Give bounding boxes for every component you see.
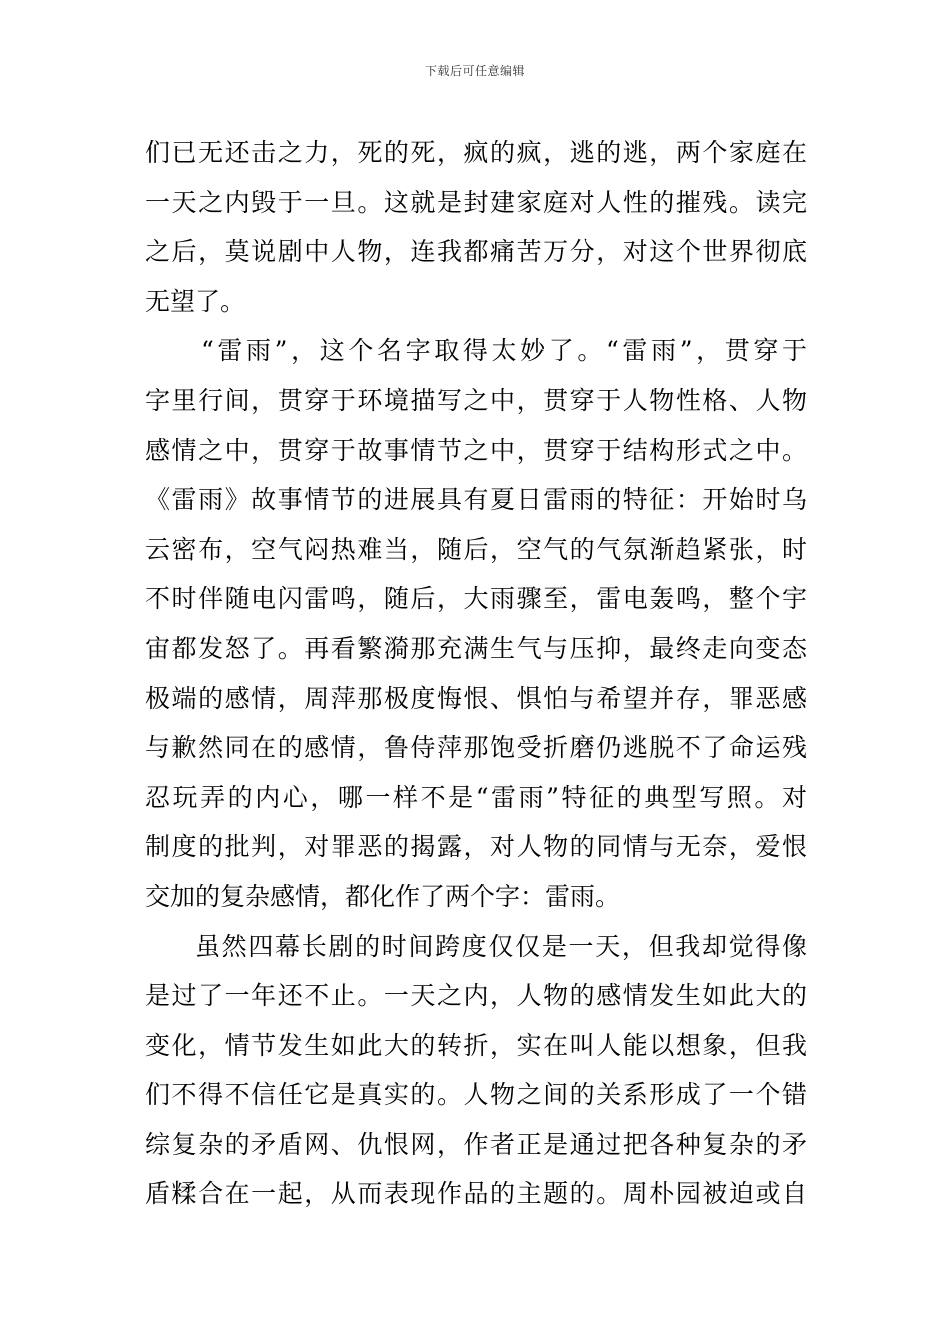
text-line: 制度的批判，对罪恶的揭露，对人物的同情与无奈，爱恨 xyxy=(145,832,807,862)
text-line: 综复杂的矛盾网、仇恨网，作者正是通过把各种复杂的矛 xyxy=(145,1129,807,1159)
text-line: 不时伴随电闪雷鸣，随后，大雨骤至，雷电轰鸣，整个宇 xyxy=(145,584,807,614)
text-line: 字里行间，贯穿于环境描写之中，贯穿于人物性格、人物 xyxy=(145,385,807,415)
text-line: 《雷雨》故事情节的进展具有夏日雷雨的特征：开始时乌 xyxy=(145,485,807,515)
text-line: 一天之内毁于一旦。这就是封建家庭对人性的摧残。读完 xyxy=(145,187,807,217)
text-line: 们不得不信任它是真实的。人物之间的关系形成了一个错 xyxy=(145,1080,807,1110)
text-line: 与歉然同在的感情，鲁侍萍那饱受折磨仍逃脱不了命运残 xyxy=(145,733,807,763)
text-line: 交加的复杂感情，都化作了两个字：雷雨。 xyxy=(145,881,621,911)
text-line: 宙都发怒了。再看繁漪那充满生气与压抑，最终走向变态 xyxy=(145,633,807,663)
text-line: 忍玩弄的内心，哪一样不是“雷雨”特征的典型写照。对 xyxy=(145,782,807,812)
text-line: 云密布，空气闷热难当，随后，空气的气氛渐趋紧张，时 xyxy=(145,534,807,564)
text-line: 们已无还击之力，死的死，疯的疯，逃的逃，两个家庭在 xyxy=(145,138,807,167)
text-line: 变化，情节发生如此大的转折，实在叫人能以想象，但我 xyxy=(145,1030,807,1060)
text-line: 是过了一年还不止。一天之内，人物的感情发生如此大的 xyxy=(145,981,807,1011)
text-line: “雷雨”，这个名字取得太妙了。“雷雨”，贯穿于 xyxy=(201,336,807,366)
text-line: 虽然四幕长剧的时间跨度仅仅是一天，但我却觉得像 xyxy=(195,931,807,961)
page-header: 下载后可任意编辑 xyxy=(424,64,525,78)
text-line: 无望了。 xyxy=(145,286,246,316)
text-line: 感情之中，贯穿于故事情节之中，贯穿于结构形式之中。 xyxy=(145,435,807,465)
text-line: 盾糅合在一起，从而表现作品的主题的。周朴园被迫或自 xyxy=(145,1179,807,1209)
text-line: 之后，莫说剧中人物，连我都痛苦万分，对这个世界彻底 xyxy=(145,237,807,267)
document-body xyxy=(145,128,807,1219)
text-line: 极端的感情，周萍那极度悔恨、惧怕与希望并存，罪恶感 xyxy=(145,683,807,713)
